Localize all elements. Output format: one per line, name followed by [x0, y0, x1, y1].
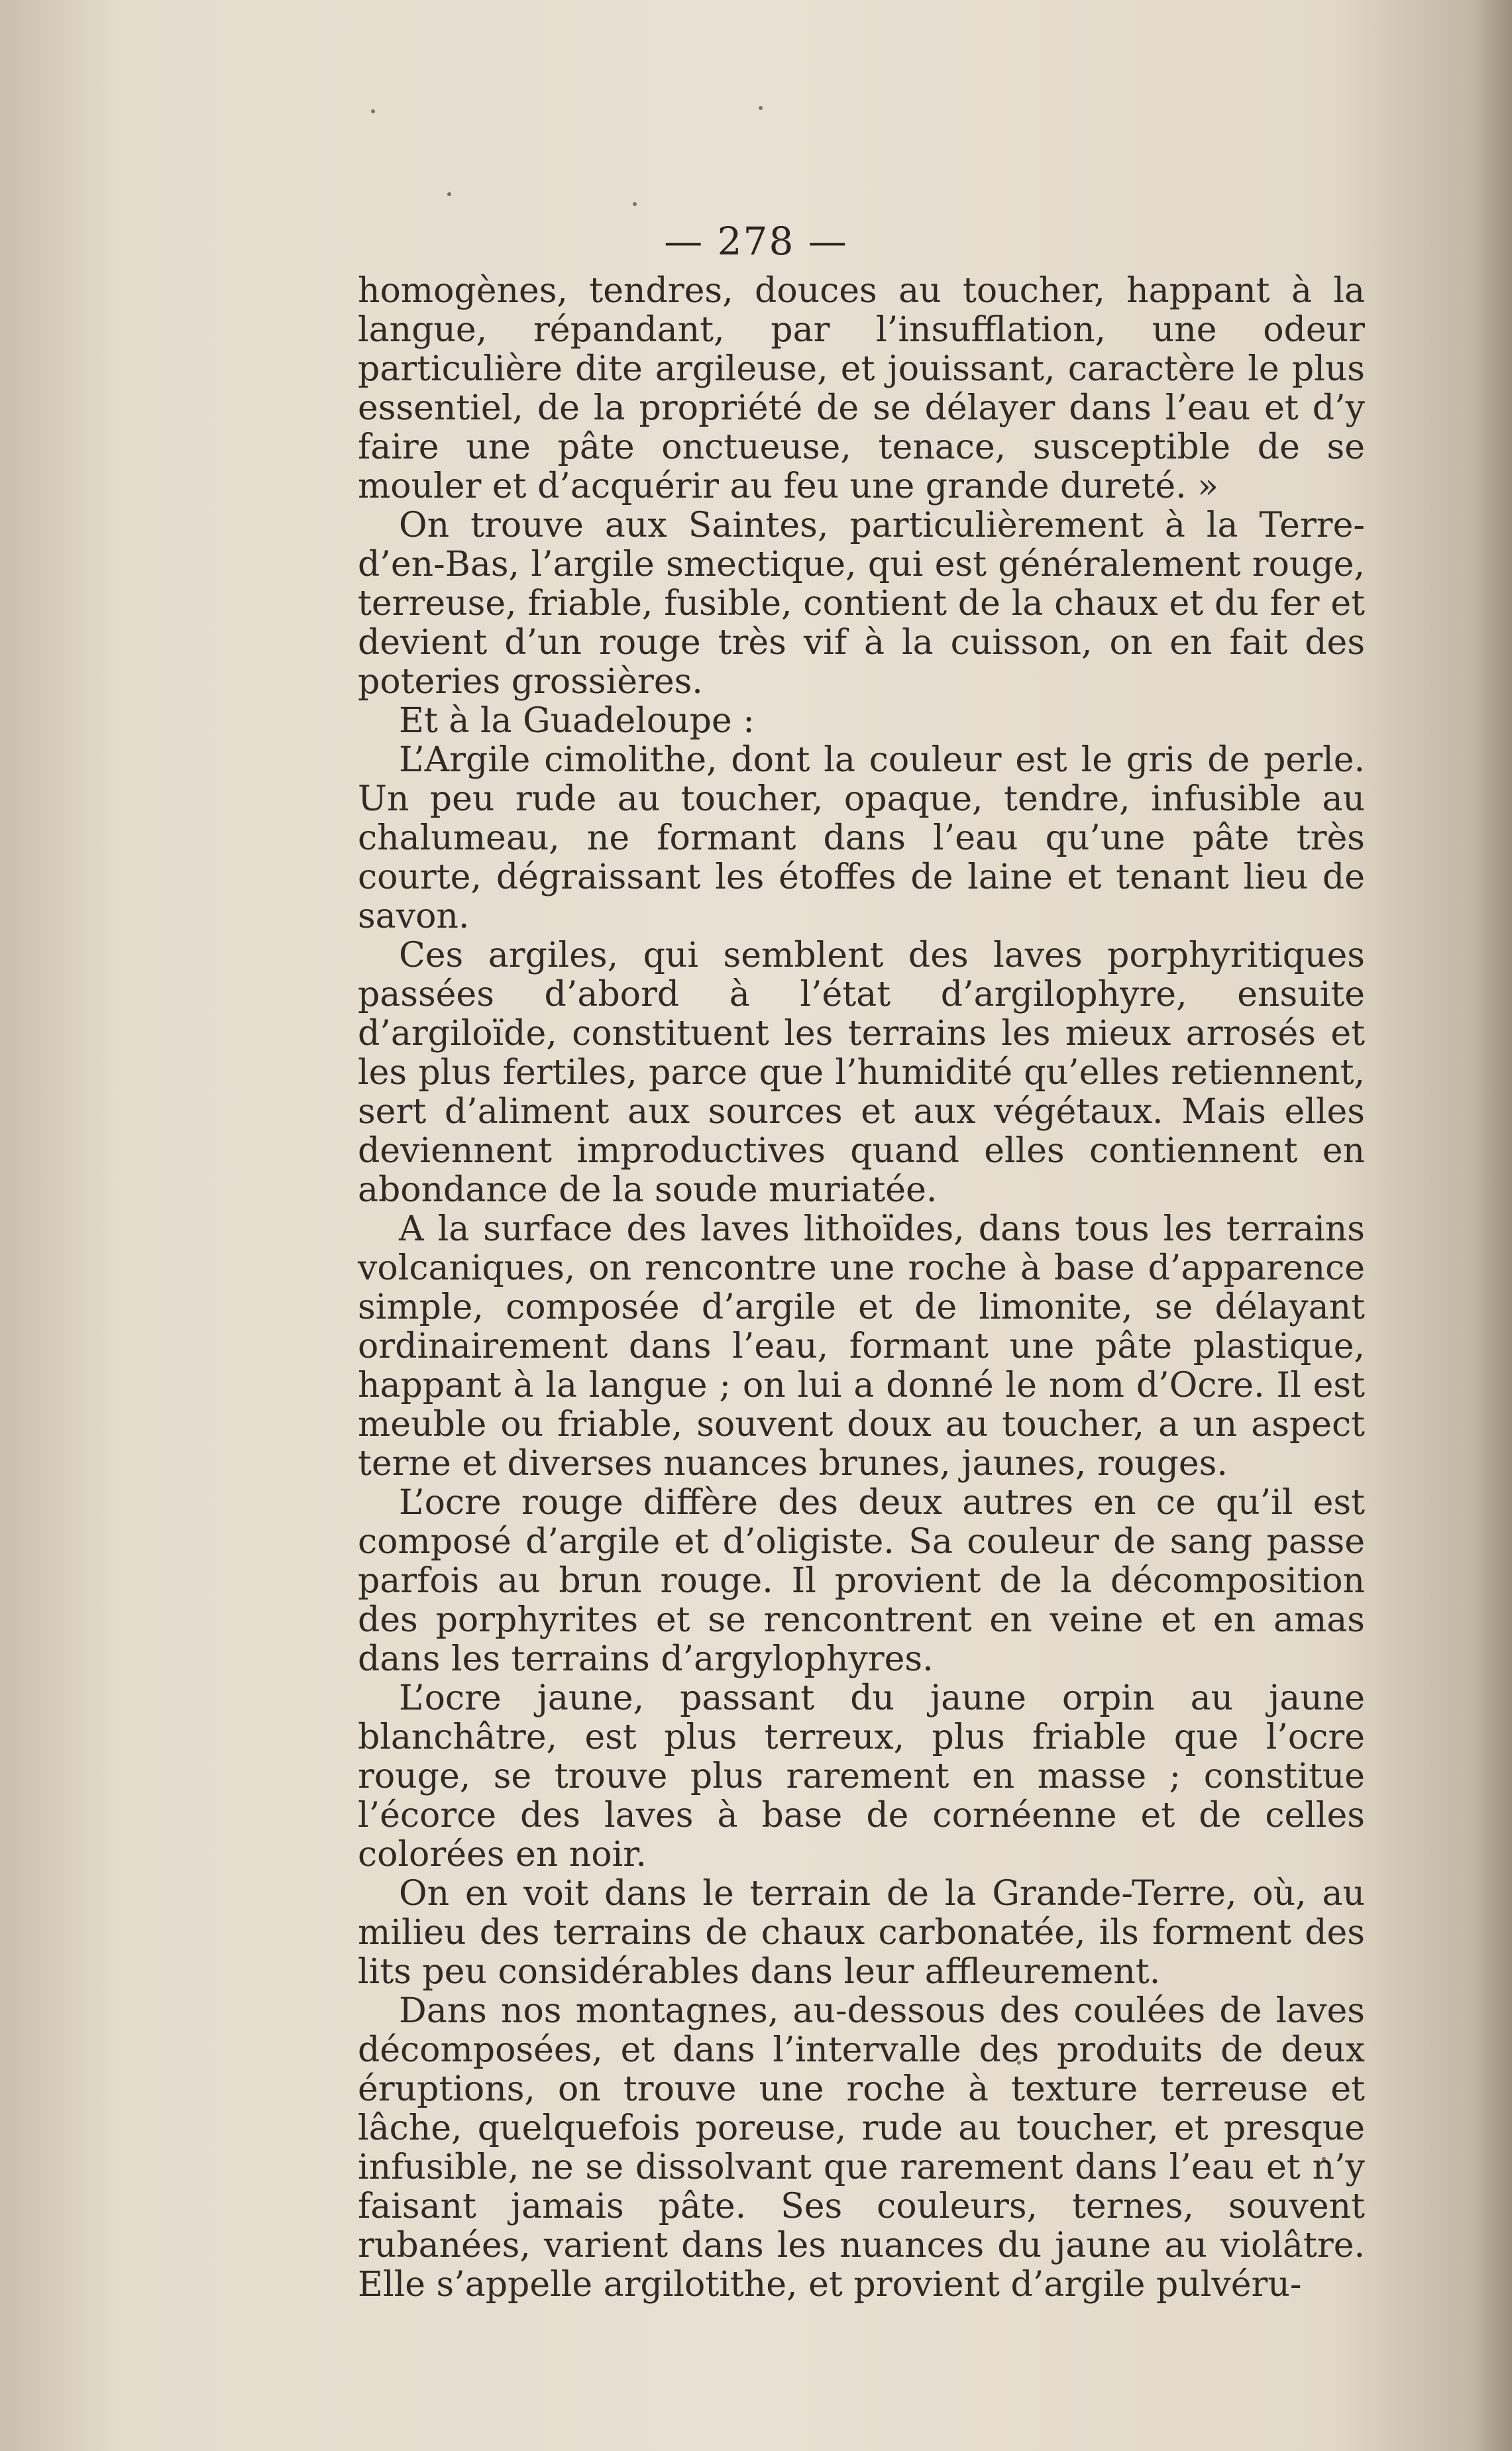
paragraph: L’ocre jaune, passant du jaune orpin au jaune blanchâtre, est plus terreux, plus friable que l’ocre rouge, se trouve plus rarement en masse ; constitue l’écorce des laves à base de cornéenne et de celles colorées en noir. — [358, 1678, 1365, 1875]
paragraph: L’ocre rouge diffère des deux autres en ce qu’il est composé d’argile et d’oligiste. Sa couleur de sang passe parfois au brun rouge. Il provient de la décomposition des porphyrites et se rencontrent en veine et en amas dans les terrains d’argylophyres. — [358, 1483, 1365, 1679]
paragraph: L’Argile cimolithe, dont la couleur est le gris de perle. Un peu rude au toucher, opaque, tendre, infusible au chalumeau, ne formant dans l’eau qu’une pâte très courte, dégraissant les étoffes de laine et tenant lieu de savon. — [358, 740, 1365, 936]
paragraph: Dans nos montagnes, au-dessous des coulées de laves décomposées, et dans l’intervalle des produits de deux éruptions, on trouve une roche à texture terreuse et lâche, quelquefois poreuse, rude au toucher, et presque infusible, ne se dissolvant que rarement dans l’eau et n’y faisant jamais pâte. Ses couleurs, ternes, souvent rubanées, varient dans les nuances du jaune au violâtre. Elle s’appelle argilotithe, et provient d’argile pulvéru- — [358, 1991, 1365, 2305]
paper-speck — [633, 202, 637, 206]
paragraph: On en voit dans le terrain de la Grande-Terre, où, au milieu des terrains de chaux carbonatée, ils forment des lits peu considérables dans leur affleurement. — [358, 1874, 1365, 1992]
paragraph: On trouve aux Saintes, particulièrement à la Terre-d’en-Bas, l’argile smectique, qui est généralement rouge, terreuse, friable, fusible, contient de la chaux et du fer et devient d’un rouge très vif à la cuisson, on en fait des poteries grossières. — [358, 506, 1365, 702]
paper-speck — [371, 109, 375, 113]
paper-speck — [759, 106, 763, 110]
paragraph: Et à la Guadeloupe : — [399, 701, 755, 741]
page-number: — 278 — — [664, 219, 848, 264]
page-edge-shadow — [1472, 0, 1512, 2451]
paper-speck — [447, 192, 451, 196]
body-text — [358, 272, 1365, 2305]
paragraph: homogènes, tendres, douces au toucher, happant à la langue, répandant, par l’insufflation, une odeur particulière dite argileuse, et jouissant, caractère le plus essentiel, de la propriété de se délayer dans l’eau et d’y faire une pâte onctueuse, tenace, susceptible de se mouler et d’acquérir au feu une grande dureté. » — [358, 271, 1365, 506]
paragraph: Ces argiles, qui semblent des laves porphyritiques passées d’abord à l’état d’argilophyre, ensuite d’argiloïde, constituent les terrains les mieux arrosés et les plus fertiles, parce que l’humidité qu’elles retiennent, sert d’aliment aux sources et aux végétaux. Mais elles deviennent improductives quand elles contiennent en abondance de la soude muriatée. — [358, 936, 1365, 1210]
paragraph: A la surface des laves lithoïdes, dans tous les terrains volcaniques, on rencontre une roche à base d’apparence simple, composée d’argile et de limonite, se délayant ordinairement dans l’eau, formant une pâte plastique, happant à la langue ; on lui a donné le nom d’Ocre. Il est meuble ou friable, souvent doux au toucher, a un aspect terne et diverses nuances brunes, jaunes, rouges. — [358, 1209, 1365, 1484]
